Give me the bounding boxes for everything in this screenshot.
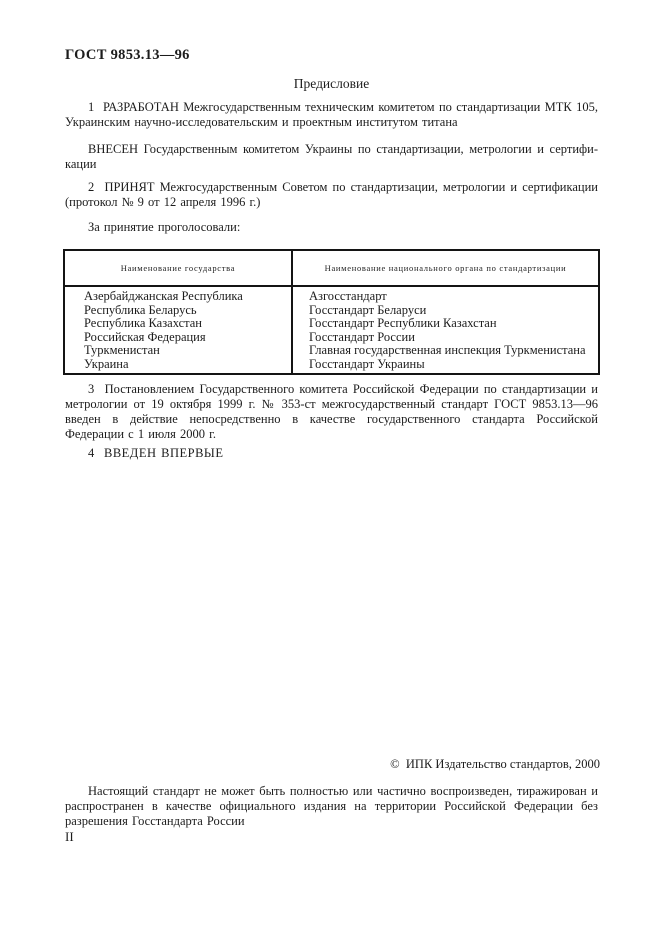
- table-row: [64, 304, 599, 318]
- state-name: Украина: [64, 358, 292, 375]
- paragraph-introduced: 4 ВВЕДЕН ВПЕРВЫЕ: [88, 446, 224, 460]
- table-row: [64, 317, 599, 331]
- standards-body-name: Госстандарт Украины: [309, 357, 425, 371]
- standards-body-name: Госстандарт России: [309, 330, 415, 344]
- standards-body-name: Госстандарт Беларуси: [309, 303, 427, 317]
- state-name: Российская Федерация: [64, 331, 292, 345]
- table-row: [64, 286, 599, 304]
- preface-title: Предисловие: [293, 76, 370, 91]
- table-header-standards-body: Наименование национального органа по стандартизации: [292, 250, 599, 286]
- state-name: Туркменистан: [64, 344, 292, 358]
- paragraph-adopted: 2 ПРИНЯТ Межгосударственным Советом по стандартизации, метрологии и сертификации (протокол № 9 от 12 апреля 1996 г.): [65, 180, 598, 209]
- state-name: Республика Казахстан: [64, 317, 292, 331]
- voted-intro: За принятие проголосовали:: [88, 220, 241, 234]
- table-header-row: [64, 250, 599, 286]
- page-number: II: [65, 829, 74, 844]
- state-name: Республика Беларусь: [64, 304, 292, 318]
- table-row: [64, 331, 599, 345]
- standards-body-name: Азгосстандарт: [309, 289, 387, 303]
- table-row: [64, 344, 599, 358]
- standards-body-name: Главная государственная инспекция Туркменистана: [309, 344, 586, 357]
- table-row: [64, 358, 599, 375]
- table-header-state: Наименование государства: [64, 250, 292, 286]
- paragraph-developed: 1 РАЗРАБОТАН Межгосударственным техническим комитетом по стандартизации МТК 105, Украинским научно-исследовательским и проектным институтом титана: [65, 100, 598, 129]
- doc-number: ГОСТ 9853.13—96: [65, 47, 190, 63]
- paragraph-submitted: ВНЕСЕН Государственным комитетом Украины по стандартизации, метрологии и сертификации: [65, 142, 598, 171]
- paragraph-enacted: 3 Постановлением Государственного комитета Российской Федерации по стандартизации и метрологии от 19 октября 1999 г. № 353-ст межгосударственный стандарт ГОСТ 9853.13—96 введен в действие непосредственно в качестве государственного стандарта Российской Федерации с 1 июля 2000 г.: [65, 382, 598, 441]
- copyright-line: © ИПК Издательство стандартов, 2000: [390, 757, 600, 771]
- voting-table: [63, 249, 600, 375]
- state-name: Азербайджанская Республика: [64, 286, 292, 304]
- standards-body-name: Госстандарт Республики Казахстан: [309, 317, 497, 330]
- reproduction-notice: Настоящий стандарт не может быть полностью или частично воспроизведен, тиражирован и распространен в качестве официального издания на территории Российской Федерации без разрешения Госстандарта России: [65, 784, 598, 828]
